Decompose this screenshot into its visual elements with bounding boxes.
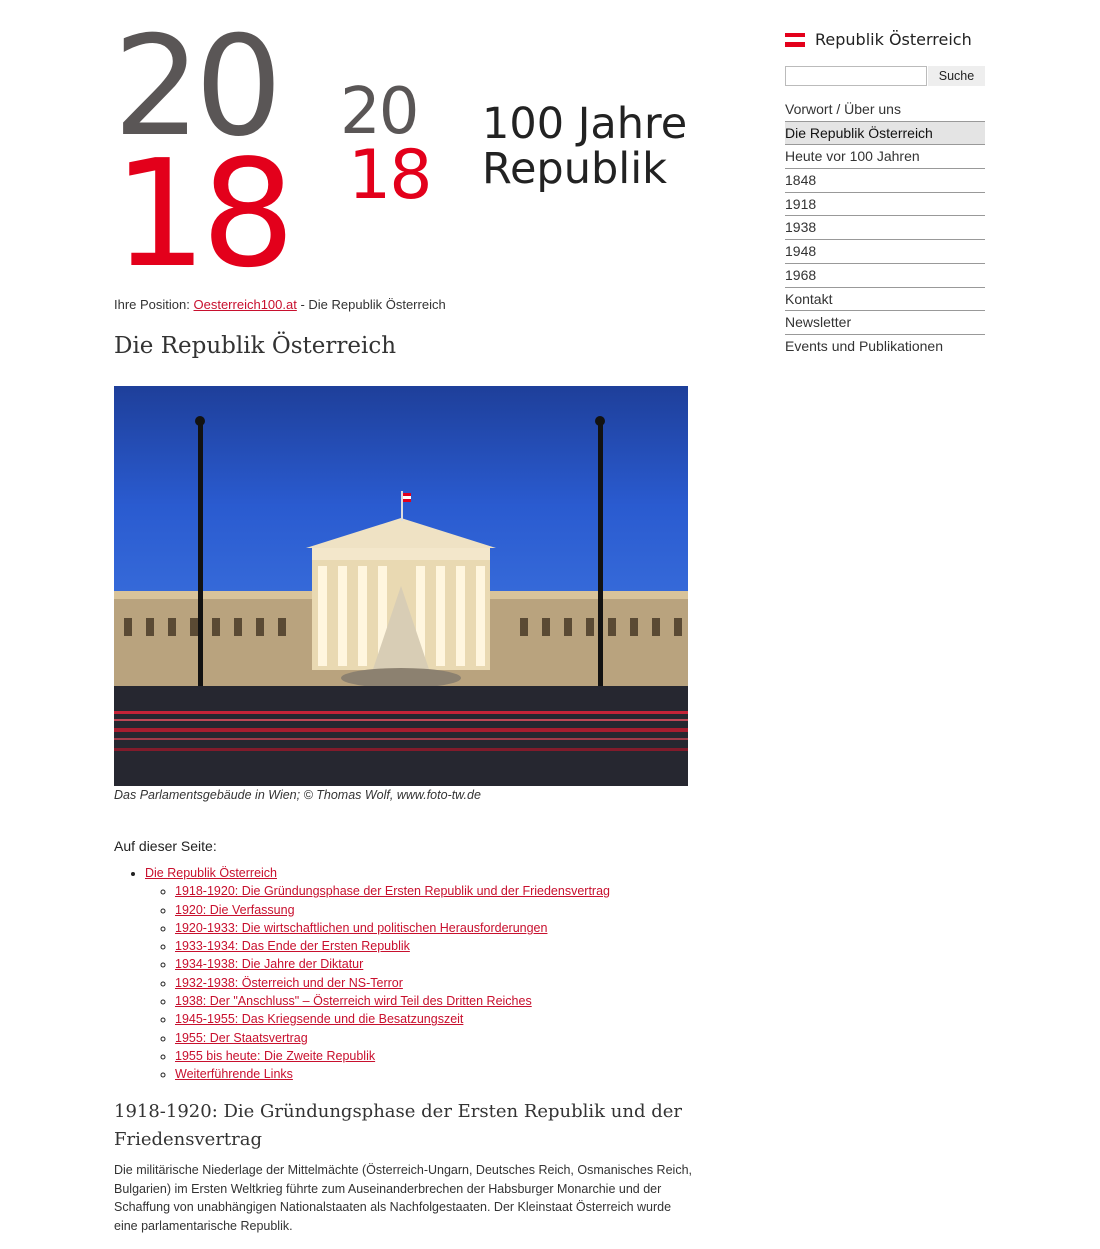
logo-2018-large (113, 6, 313, 300)
toc-list (114, 864, 610, 1084)
toc-item (175, 992, 610, 1010)
toc-item (175, 974, 610, 992)
logo-2018-small (340, 75, 450, 230)
sidebar-nav (785, 98, 985, 358)
logo-large-line2: 18 (113, 128, 290, 300)
breadcrumb-prefix: Ihre Position: (114, 297, 194, 312)
breadcrumb (114, 297, 446, 312)
logo-small-line1: 20 (340, 75, 418, 149)
logo-large-line1: 20 (113, 6, 277, 167)
toc-link-1920-1933[interactable]: 1920-1933: Die wirtschaftlichen und politischen Herausforderungen (175, 920, 548, 935)
logo-tagline-line1: 100 Jahre (482, 99, 688, 149)
toc-link-1920[interactable]: 1920: Die Verfassung (175, 902, 295, 917)
toc-item (175, 1010, 610, 1028)
logo-small-line2: 18 (348, 136, 431, 215)
nav-item-newsletter[interactable]: Newsletter (785, 311, 985, 335)
nav-item-heute-vor-100-jahren[interactable]: Heute vor 100 Jahren (785, 145, 985, 169)
toc-item (175, 1029, 610, 1047)
republik-oesterreich-label: Republik Österreich (815, 30, 972, 49)
toc-link-top[interactable]: Die Republik Österreich (145, 866, 277, 880)
toc-link-1918-1920[interactable]: 1918-1920: Die Gründungsphase der Ersten Republik und der Friedensvertrag (175, 884, 610, 899)
toc-link-weiterfuehrende-links[interactable]: Weiterführende Links (175, 1067, 293, 1082)
nav-item-kontakt[interactable]: Kontakt (785, 288, 985, 312)
table-of-contents (114, 864, 610, 1084)
toc-link-1932-1938[interactable]: 1932-1938: Österreich und der NS-Terror (175, 975, 403, 990)
toc-item (175, 901, 610, 919)
toc-link-1955[interactable]: 1955: Der Staatsvertrag (175, 1030, 308, 1045)
toc-link-1933-1934[interactable]: 1933-1934: Das Ende der Ersten Republik (175, 939, 410, 954)
logo-tagline-line2: Republik (482, 144, 668, 195)
section-title: 1918-1920: Die Gründungsphase der Ersten Republik und der Friedensvertrag (114, 1101, 683, 1150)
breadcrumb-separator: - (296, 297, 309, 312)
nav-item-1848[interactable]: 1848 (785, 169, 985, 193)
nav-item-1918[interactable]: 1918 (785, 193, 985, 217)
search-button[interactable]: Suche (928, 66, 985, 86)
nav-item-1938[interactable]: 1938 (785, 216, 985, 240)
nav-item-die-republik-oesterreich[interactable]: Die Republik Österreich (785, 122, 985, 146)
logo-tagline (482, 99, 688, 195)
breadcrumb-current: Die Republik Österreich (308, 297, 446, 312)
toc-link-1934-1938[interactable]: 1934-1938: Die Jahre der Diktatur (175, 957, 364, 972)
toc-item (175, 1065, 610, 1083)
breadcrumb-home-link[interactable]: Oesterreich100.at (193, 297, 297, 312)
parliament-photo (114, 386, 688, 786)
section-body: Die militärische Niederlage der Mittelmächte (Österreich-Ungarn, Deutsches Reich, Osmanisches Reich, Bulgarien) im Ersten Weltkrieg führte zum Auseinanderbrechen der Habsburger Monarchie und der Schaffung von unabhängigen Nationalstaaten als Nachfolgestaaten. Der Kleinstaat Österreich wurde eine parlamentarische Republik. (114, 1163, 692, 1233)
toc-item-top (145, 864, 610, 1084)
nav-item-1968[interactable]: 1968 (785, 264, 985, 288)
toc-item (175, 955, 610, 973)
nav-item-1948[interactable]: 1948 (785, 240, 985, 264)
toc-sublist (145, 882, 610, 1083)
toc-item (175, 1047, 610, 1065)
toc-heading: Auf dieser Seite: (114, 838, 217, 854)
toc-item (175, 882, 610, 900)
toc-link-1938[interactable]: 1938: Der "Anschluss" – Österreich wird Teil des Dritten Reiches (175, 994, 532, 1009)
nav-item-events-und-publikationen[interactable]: Events und Publikationen (785, 337, 943, 354)
toc-item (175, 937, 610, 955)
toc-item (175, 919, 610, 937)
parliament-illustration (114, 386, 688, 786)
republik-oesterreich-logo[interactable] (785, 30, 972, 49)
search-input[interactable] (785, 66, 927, 86)
toc-link-1945-1955[interactable]: 1945-1955: Das Kriegsende und die Besatzungszeit (175, 1012, 464, 1027)
photo-caption: Das Parlamentsgebäude in Wien; © Thomas Wolf, www.foto-tw.de (114, 788, 481, 802)
austrian-flag-icon (785, 33, 805, 47)
toc-link-1955-heute[interactable]: 1955 bis heute: Die Zweite Republik (175, 1048, 376, 1063)
page-title: Die Republik Österreich (114, 333, 397, 359)
nav-item-vorwort[interactable]: Vorwort / Über uns (785, 98, 985, 122)
